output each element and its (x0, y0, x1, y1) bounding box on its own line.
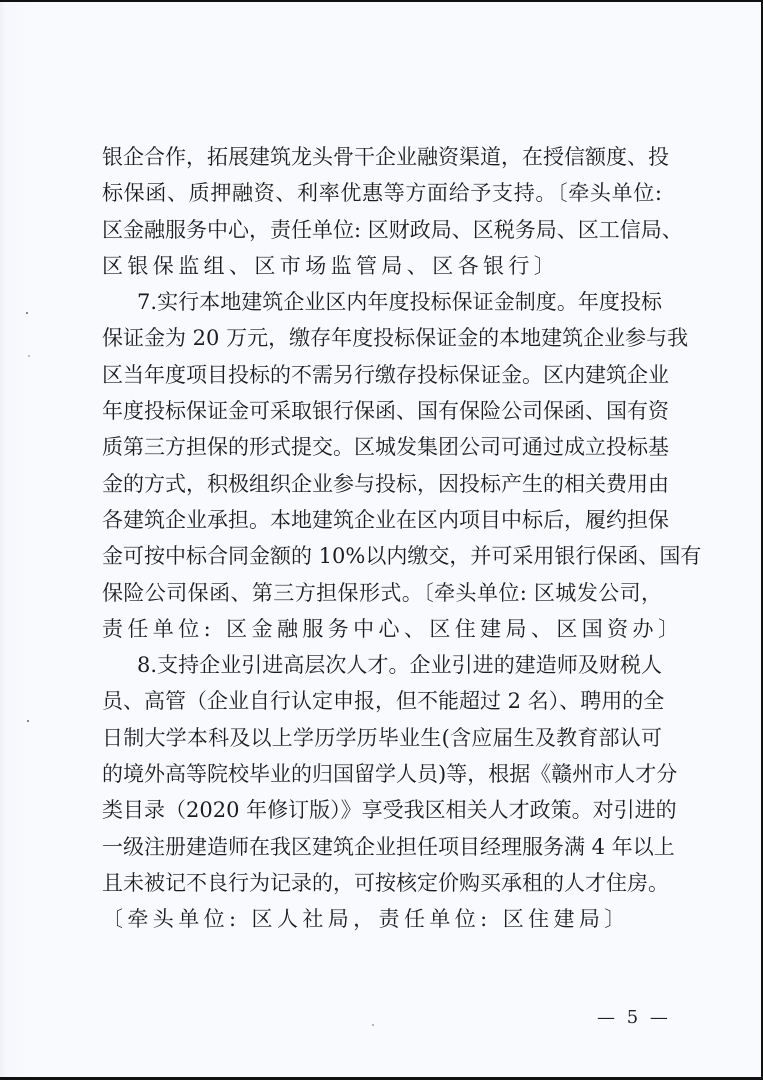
text-line: 〔牵头单位: 区人社局，责任单位: 区住建局〕 (102, 907, 630, 932)
text-line: 责任单位: 区金融服务中心、区住建局、区国资办〕 (102, 616, 684, 641)
text-line: 金的方式，积极组织企业参与投标，因投标产生的相关费用由 (102, 471, 669, 496)
scan-speck (28, 355, 30, 357)
text-line: 类目录（2020 年修订版）》享受我区相关人才政策。对引进的 (102, 798, 677, 823)
text-line: 保险公司保函、第三方担保形式。〔牵头单位: 区城发公司， (102, 580, 662, 605)
text-line: 标保函、质押融资、利率优惠等方面给予支持。〔牵头单位: (102, 181, 662, 206)
text-line: 银企合作，拓展建筑龙头骨干企业融资渠道，在授信额度、投 (102, 145, 669, 169)
text-line: 金可按中标合同金额的 10%以内缴交，并可采用银行保函、国有 (102, 544, 702, 569)
text-line: 年度投标保证金可采取银行保函、国有保险公司保函、国有资 (102, 399, 669, 424)
text-line: 员、高管（企业自行认定申报，但不能超过 2 名）、聘用的全 (102, 689, 665, 714)
text-line: 区金融服务中心，责任单位: 区财政局、区税务局、区工信局、 (102, 217, 683, 242)
paragraph-continuation (102, 139, 683, 284)
text-line: 保证金为 20 万元，缴存年度投标保证金的本地建筑企业参与我 (102, 326, 689, 351)
text-line: 的境外高等院校毕业的归国留学人员)等，根据《赣州市人才分 (102, 762, 678, 787)
text-line: 一级注册建造师在我区建筑企业担任项目经理服务满 4 年以上 (102, 834, 675, 859)
item-heading-line: 8.支持企业引进高层次人才。企业引进的建造师及财税人 (137, 653, 662, 678)
document-body (102, 139, 702, 938)
paragraph-item-7 (102, 284, 702, 647)
page-number: — 5 — (597, 1007, 671, 1028)
text-line: 质第三方担保的形式提交。区城发集团公司可通过成立投标基 (102, 435, 669, 460)
paragraph-item-8 (102, 647, 678, 937)
text-line: 区当年度项目投标的不需另行缴存投标保证金。区内建筑企业 (102, 362, 669, 387)
text-line: 各建筑企业承担。本地建筑企业在区内项目中标后，履约担保 (102, 507, 669, 532)
scan-speck (26, 312, 28, 314)
text-line: 且未被记不良行为记录的，可按核定价购买承租的人才住房。 (102, 870, 669, 895)
scan-speck (27, 720, 29, 722)
text-line: 日制大学本科及以上学历学历毕业生(含应届生及教育部认可 (102, 725, 662, 750)
text-line: 区银保监组、区市场监管局、区各银行〕 (102, 253, 560, 278)
scan-speck (372, 1024, 374, 1026)
item-heading-line: 7.实行本地建筑企业区内年度投标保证金制度。年度投标 (137, 290, 662, 315)
